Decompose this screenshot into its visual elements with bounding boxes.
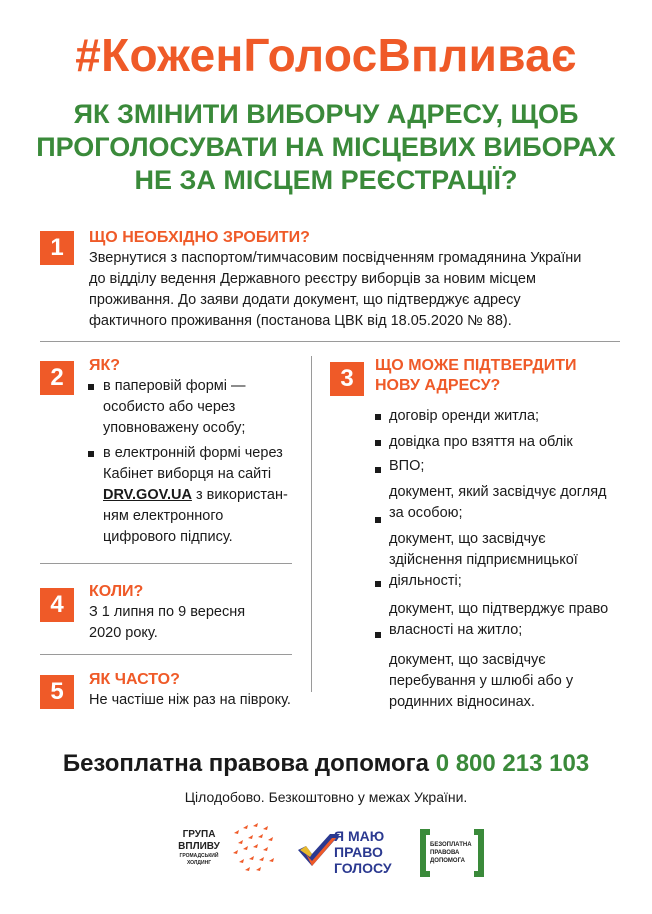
- item-line: родинних відносинах.: [389, 694, 535, 710]
- helpline-subtext: Цілодобово. Безкоштовно у межах України.: [184, 789, 468, 805]
- item-line: документ, що підтверджує право: [389, 601, 609, 617]
- bullet-line: цифрового підпису.: [103, 529, 233, 545]
- logo-text-line: ГРУПА: [182, 829, 216, 840]
- logo-text-line: Я МАЮ: [334, 828, 385, 844]
- headline-line-1: ЯК ЗМІНИТИ ВИБОРЧУ АДРЕСУ, ЩОБ: [73, 99, 579, 129]
- divider-horizontal: [40, 341, 620, 342]
- item-line: діяльності;: [389, 573, 462, 589]
- section-1-line: Звернутися з паспортом/тимчасовим посвідченням громадянина України: [89, 250, 582, 266]
- helpline-label: Безоплатна правова допомога: [62, 750, 430, 777]
- bullet-line: [103, 485, 302, 506]
- section-3-item: [389, 599, 608, 641]
- divider-vertical: [311, 356, 312, 692]
- hrupa-vplyvu-logo: [168, 823, 278, 883]
- item-line: довідка про взяття на облік: [389, 434, 573, 450]
- section-3-number: 3: [330, 362, 364, 396]
- legal-aid-logo: [418, 827, 486, 879]
- helpline: [0, 750, 652, 778]
- item-line: документ, що засвідчує: [389, 531, 546, 547]
- bullet-square: [375, 467, 381, 473]
- section-4-title: КОЛИ?: [89, 583, 144, 600]
- section-3-item: [389, 529, 578, 592]
- section-3-item: [389, 482, 607, 524]
- ya-mayu-pravo-golosu-logo: [296, 826, 396, 882]
- item-line: перебування у шлюбі або у: [389, 673, 574, 689]
- helpline-phone[interactable]: 0 800 213 103: [435, 750, 590, 777]
- logo-text-line: ГРОМАДСЬКИЙ: [179, 853, 219, 859]
- bullet-square: [375, 414, 381, 420]
- divider-horizontal: [40, 654, 292, 655]
- logo-text-line: ДОПОМОГА: [430, 858, 465, 864]
- section-4-line: З 1 липня по 9 вересня: [89, 604, 246, 620]
- bullet-line: в паперовій формі —: [103, 378, 246, 394]
- bullet-line-rest: з використан-: [191, 487, 288, 503]
- headline: [0, 98, 652, 197]
- logo-text-line: ХОЛДИНГ: [186, 860, 212, 866]
- item-line: власності на житло;: [389, 622, 523, 638]
- logo-text-line: ПРАВО: [334, 844, 383, 860]
- logo-text-line: ПРАВОВА: [430, 850, 460, 856]
- section-4-text: [89, 602, 299, 644]
- section-1-number: 1: [40, 231, 74, 265]
- section-4-line: 2020 року.: [89, 625, 158, 641]
- section-5-title: ЯК ЧАСТО?: [89, 671, 180, 688]
- logo-text-line: ВПЛИВУ: [178, 841, 220, 852]
- item-line: здійснення підприємницької: [389, 552, 578, 568]
- section-3-item: [389, 406, 539, 427]
- bullet-square: [375, 517, 381, 523]
- section-3-title-line: НОВУ АДРЕСУ?: [375, 377, 501, 394]
- birds-icon: [230, 823, 276, 877]
- bullet-line: особисто або через: [103, 399, 236, 415]
- headline-line-2: ПРОГОЛОСУВАТИ НА МІСЦЕВИХ ВИБОРАХ: [36, 132, 616, 162]
- item-line: документ, що засвідчує: [389, 652, 546, 668]
- section-5-number: 5: [40, 675, 74, 709]
- section-2-bullet-electronic: [87, 443, 302, 548]
- item-line: за особою;: [389, 505, 463, 521]
- item-line: ВПО;: [389, 458, 425, 474]
- section-2-bullet-paper: [87, 376, 302, 439]
- section-3-title-line: ЩО МОЖЕ ПІДТВЕРДИТИ: [375, 357, 577, 374]
- item-line: документ, який засвідчує догляд: [389, 484, 607, 500]
- bullet-square: [375, 581, 381, 587]
- section-2-bullets: [87, 376, 302, 552]
- hashtag-title: #КоженГолосВпливає: [75, 29, 577, 81]
- bullet-square: [375, 632, 381, 638]
- divider-horizontal: [40, 563, 292, 564]
- section-4-number: 4: [40, 588, 74, 622]
- section-2-number: 2: [40, 361, 74, 395]
- section-2-title: ЯК?: [89, 357, 121, 374]
- bullet-line: ням електронного: [103, 508, 224, 524]
- section-3-item: [389, 650, 573, 713]
- drv-gov-ua-link[interactable]: DRV.GOV.UA: [103, 487, 192, 503]
- bullet-line: Кабінет виборця на сайті: [103, 466, 272, 482]
- section-5-text: Не частіше ніж раз на півроку.: [89, 692, 291, 708]
- section-1-line: фактичного проживання (постанова ЦВК від 18.05.2020 № 88).: [89, 313, 512, 329]
- section-1-line: до відділу ведення Державного реєстру виборців за новим місцем: [89, 271, 536, 287]
- section-1-title: ЩО НЕОБХІДНО ЗРОБИТИ?: [89, 229, 310, 246]
- section-3-item: [389, 432, 573, 453]
- bullet-line: уповноважену особу;: [103, 420, 246, 436]
- section-3-title: [375, 356, 625, 396]
- section-1-line: проживання. До заяви додати документ, що підтверджує адресу: [89, 292, 521, 308]
- logo-text-line: ГОЛОСУ: [334, 860, 392, 876]
- bullet-square: [375, 440, 381, 446]
- section-3-item: [389, 456, 424, 477]
- item-line: договір оренди житла;: [389, 408, 540, 424]
- bullet-line: в електронній формі через: [103, 445, 283, 461]
- logo-text-line: БЕЗОПЛАТНА: [430, 842, 472, 848]
- headline-line-3: НЕ ЗА МІСЦЕМ РЕЄСТРАЦІЇ?: [134, 165, 518, 195]
- section-1-text: [89, 248, 629, 332]
